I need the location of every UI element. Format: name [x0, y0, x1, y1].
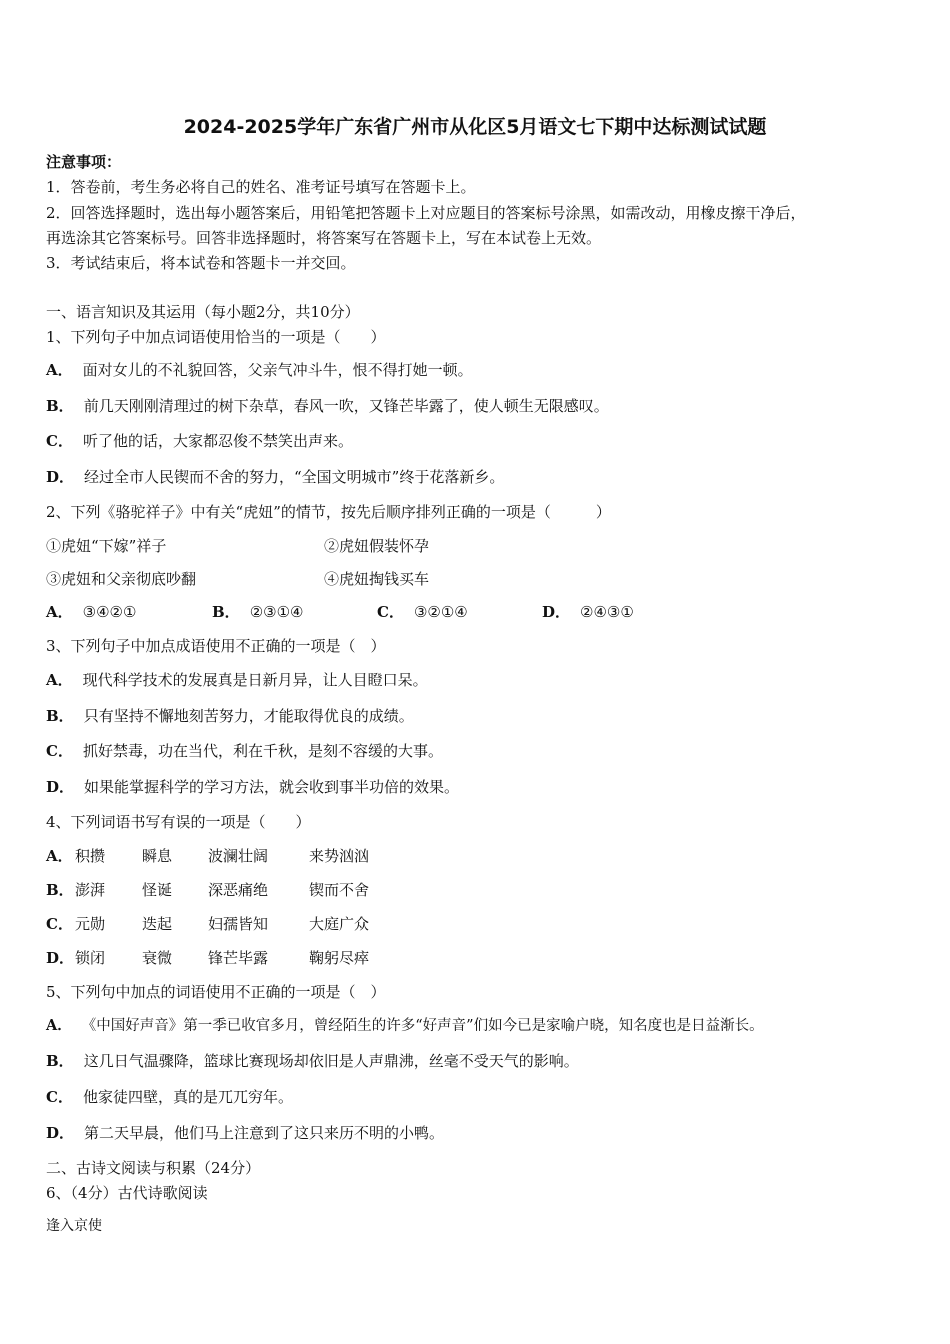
option-label: D． — [46, 778, 75, 796]
option-label: B． — [46, 881, 74, 899]
option-text: 第二天早晨，他们马上注意到了这只来历不明的小鸭。 — [84, 1124, 445, 1142]
option-text: 《中国好声音》第一季已收官多月，曾经陌生的许多“好声音”们如今已是家喻户晓，知名度也是日益渐长。 — [81, 1018, 764, 1034]
word: 锲而不舍 — [309, 881, 370, 899]
option-label: A． — [46, 847, 73, 865]
exam-title: 2024-2025学年广东省广州市从化区5月语文七下期中达标测试试题 — [183, 116, 767, 138]
word: 锁闭 — [75, 949, 106, 967]
question-stem: 4、下列词语书写有误的一项是（ ） — [46, 813, 311, 831]
option-label: C． — [377, 603, 404, 621]
plot-item: ①虎妞“下嫁”祥子 — [46, 537, 167, 555]
answer-option — [46, 1123, 444, 1143]
answer-option — [46, 1016, 764, 1036]
word: 波澜壮阔 — [208, 847, 269, 865]
option-text: 只有坚持不懈地刻苦努力，才能取得优良的成绩。 — [83, 707, 414, 725]
question-stem: 1、下列句子中加点词语使用恰当的一项是（ ） — [46, 328, 386, 346]
option-label: C． — [46, 1088, 73, 1106]
answer-option — [46, 1087, 293, 1107]
notice-item: 再选涂其它答案标号。回答非选择题时，将答案写在答题卡上，写在本试卷上无效。 — [46, 229, 602, 247]
section-heading: 二、古诗文阅读与积累（24分） — [46, 1159, 261, 1177]
option-text: ③②①④ — [413, 603, 468, 621]
answer-option — [377, 602, 468, 622]
word: 深恶痛绝 — [208, 881, 269, 899]
word: 鞠躬尽瘁 — [309, 949, 370, 967]
answer-option — [46, 670, 428, 690]
answer-option — [46, 431, 353, 451]
option-label: B． — [212, 603, 240, 621]
word: 来势汹汹 — [309, 847, 370, 865]
word: 衰微 — [142, 949, 173, 967]
word: 妇孺皆知 — [208, 915, 269, 933]
option-label: B． — [46, 1052, 74, 1070]
option-text: 前几天刚刚清理过的树下杂草，春风一吹，又锋芒毕露了，使人顿生无限感叹。 — [83, 397, 609, 415]
word: 元勋 — [75, 915, 106, 933]
option-text: ③④②① — [82, 603, 137, 621]
notice-item: 1．答卷前，考生务必将自己的姓名、准考证号填写在答题卡上。 — [46, 178, 476, 196]
option-label: A． — [46, 1017, 72, 1034]
option-label: C． — [46, 742, 73, 760]
option-text: ②④③① — [580, 603, 634, 621]
option-text: 这几日气温骤降，篮球比赛现场却依旧是人声鼎沸，丝毫不受天气的影响。 — [83, 1052, 579, 1070]
notice-item: 2．回答选择题时，选出每小题答案后，用铅笔把答题卡上对应题目的答案标号涂黑，如需改动，用橡皮擦干净后， — [46, 204, 806, 222]
option-label: B． — [46, 707, 74, 725]
word: 迭起 — [142, 915, 173, 933]
notice-item: 3．考试结束后，将本试卷和答题卡一并交回。 — [46, 254, 356, 272]
word: 大庭广众 — [309, 915, 370, 933]
plot-item: ②虎妞假装怀孕 — [324, 537, 430, 555]
notice-heading: 注意事项： — [46, 153, 122, 171]
word: 怪诞 — [142, 881, 173, 899]
option-label: D． — [46, 949, 75, 967]
answer-option — [212, 602, 303, 622]
answer-option — [46, 360, 473, 380]
answer-option — [46, 396, 609, 416]
answer-option — [542, 602, 634, 622]
option-text: 现代科学技术的发展真是日新月异，让人目瞪口呆。 — [82, 671, 428, 689]
option-text: 抓好禁毒，功在当代，利在千秋，是刻不容缓的大事。 — [82, 742, 443, 760]
answer-option — [46, 467, 504, 487]
answer-option — [46, 741, 443, 761]
poem-title: 逢入京使 — [46, 1218, 102, 1234]
word: 瞬息 — [142, 847, 173, 865]
option-label: A． — [46, 603, 73, 621]
answer-option — [46, 602, 136, 622]
option-text: 经过全市人民锲而不舍的努力，“全国文明城市”终于花落新乡。 — [84, 468, 505, 486]
answer-option — [46, 777, 459, 797]
option-text: 听了他的话，大家都忍俊不禁笑出声来。 — [82, 432, 353, 450]
section-heading: 一、语言知识及其运用（每小题2分，共10分） — [46, 303, 360, 321]
answer-option — [46, 706, 414, 726]
word: 锋芒毕露 — [208, 949, 269, 967]
option-label: A． — [46, 671, 73, 689]
option-label: C． — [46, 915, 73, 933]
option-label: D． — [542, 603, 571, 621]
plot-item: ③虎妞和父亲彻底吵翻 — [46, 570, 197, 588]
option-label: B． — [46, 397, 74, 415]
word: 澎湃 — [75, 881, 106, 899]
option-label: D． — [46, 468, 75, 486]
question-stem: 2、下列《骆驼祥子》中有关“虎妞”的情节，按先后顺序排列正确的一项是（ ） — [46, 503, 611, 521]
option-text: 他家徒四壁，真的是兀兀穷年。 — [82, 1088, 293, 1106]
question-stem: 3、下列句子中加点成语使用不正确的一项是（ ） — [46, 637, 386, 655]
option-label: A． — [46, 361, 73, 379]
option-text: 面对女儿的不礼貌回答，父亲气冲斗牛，恨不得打她一顿。 — [82, 361, 473, 379]
option-text: 如果能掌握科学的学习方法，就会收到事半功倍的效果。 — [84, 778, 460, 796]
option-label: C． — [46, 432, 73, 450]
option-text: ②③①④ — [249, 603, 304, 621]
option-label: D． — [46, 1124, 75, 1142]
question-stem: 6、（4分）古代诗歌阅读 — [46, 1184, 208, 1202]
word: 积攒 — [75, 847, 106, 865]
plot-item: ④虎妞掏钱买车 — [324, 570, 430, 588]
answer-option — [46, 1051, 579, 1071]
question-stem: 5、下列句中加点的词语使用不正确的一项是（ ） — [46, 983, 386, 1001]
